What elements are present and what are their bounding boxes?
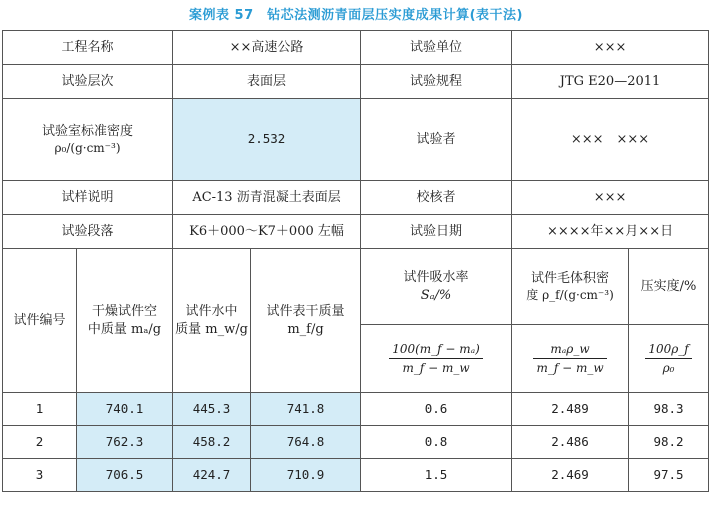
bulk-density-formula [512,325,629,393]
layer-value: 表面层 [173,65,361,99]
row-id: 2 [3,426,77,459]
header-water-mass-line2: 质量 m_w/g [175,321,248,337]
header-surface-dry-line1: 试件表干质量 [266,303,345,319]
header-compaction: 压实度/% [629,249,709,325]
table-title: 案例表 57 钻芯法测沥青面层压实度成果计算(表干法) [189,8,523,23]
surface-dry-mass-cell: 741.8 [251,393,361,426]
bulk-density-cell: 2.486 [512,426,629,459]
density-value: 2.532 [173,99,361,181]
header-surface-dry-line2: m_f/g [287,321,324,337]
surface-dry-mass-cell: 764.8 [251,426,361,459]
table-row [3,393,709,426]
header-absorption-line1: 试件吸水率 [403,269,469,285]
project-label: 工程名称 [3,31,173,65]
compaction-formula-denominator: ρ₀ [662,361,675,375]
compaction-cell: 98.3 [629,393,709,426]
header-absorption-line2: Sₐ/% [420,287,452,303]
table-row [3,426,709,459]
header-bulk-density [512,249,629,325]
date-label: 试验日期 [361,215,512,249]
header-bulk-density-line1: 试件毛体积密 [531,270,610,286]
date-value: ××××年××月××日 [512,215,709,249]
tester-label: 试验者 [361,99,512,181]
sample-label: 试样说明 [3,181,173,215]
sample-value: AC-13 沥青混凝土表面层 [173,181,361,215]
density-label-line1: 试验室标准密度 [42,123,134,139]
unit-value: ××× [512,31,709,65]
compaction-cell: 98.2 [629,426,709,459]
row-id: 3 [3,459,77,492]
header-bulk-density-line2: 度 ρ_f/(g·cm⁻³) [526,288,614,303]
row-id: 1 [3,393,77,426]
tester-value: ××× ××× [512,99,709,181]
compaction-table [2,30,709,492]
spec-value: JTG E20—2011 [512,65,709,99]
absorption-formula-denominator: m_f − m_w [402,361,470,375]
compaction-cell: 97.5 [629,459,709,492]
header-dry-mass [77,249,173,393]
density-label [3,99,173,181]
compaction-formula-numerator: 100ρ_f [645,341,691,359]
density-label-line2: ρ₀/(g·cm⁻³) [54,141,121,156]
water-mass-cell: 424.7 [173,459,251,492]
surface-dry-mass-cell: 710.9 [251,459,361,492]
section-label: 试验段落 [3,215,173,249]
header-id: 试件编号 [3,249,77,393]
header-dry-mass-line1: 干燥试件空 [92,303,158,319]
checker-value: ××× [512,181,709,215]
absorption-formula [361,325,512,393]
bulk-density-cell: 2.469 [512,459,629,492]
header-surface-dry-mass [251,249,361,393]
bulk-formula-numerator: mₐρ_w [533,341,606,359]
water-mass-cell: 445.3 [173,393,251,426]
unit-label: 试验单位 [361,31,512,65]
absorption-formula-numerator: 100(m_f − mₐ) [389,341,483,359]
water-mass-cell: 458.2 [173,426,251,459]
bulk-formula-denominator: m_f − m_w [536,361,604,375]
dry-mass-cell: 762.3 [77,426,173,459]
checker-label: 校核者 [361,181,512,215]
absorption-cell: 1.5 [361,459,512,492]
table-row [3,459,709,492]
bulk-density-cell: 2.489 [512,393,629,426]
header-dry-mass-line2: 中质量 mₐ/g [87,321,162,337]
header-water-mass [173,249,251,393]
dry-mass-cell: 740.1 [77,393,173,426]
absorption-cell: 0.6 [361,393,512,426]
layer-label: 试验层次 [3,65,173,99]
absorption-cell: 0.8 [361,426,512,459]
spec-label: 试验规程 [361,65,512,99]
header-absorption [361,249,512,325]
header-water-mass-line1: 试件水中 [185,303,238,319]
compaction-formula [629,325,709,393]
project-value: ××高速公路 [173,31,361,65]
section-value: K6＋000～K7＋000 左幅 [173,215,361,249]
dry-mass-cell: 706.5 [77,459,173,492]
